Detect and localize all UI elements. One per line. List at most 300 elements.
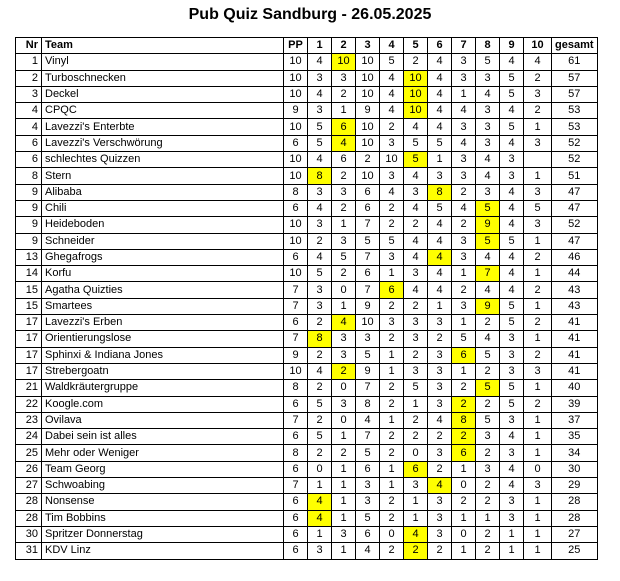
round-3-cell: 3: [356, 478, 380, 494]
round-6-cell: 4: [428, 266, 452, 282]
team-cell: Strebergoatn: [42, 363, 284, 379]
rank-cell: 9: [16, 233, 42, 249]
round-8-cell: 9: [476, 298, 500, 314]
round-8-cell: 3: [476, 184, 500, 200]
round-4-cell: 6: [380, 282, 404, 298]
round-2-cell: 3: [332, 184, 356, 200]
round-2-cell: 4: [332, 315, 356, 331]
round-10-cell: 1: [524, 168, 552, 184]
round-8-cell: 5: [476, 200, 500, 216]
round-2-cell: 1: [332, 461, 356, 477]
round-4-cell: 3: [380, 315, 404, 331]
total-cell: 44: [552, 266, 598, 282]
round-2-cell: 0: [332, 282, 356, 298]
pp-cell: 6: [284, 429, 308, 445]
team-cell: Mehr oder Weniger: [42, 445, 284, 461]
round-9-cell: 5: [500, 315, 524, 331]
round-2-cell: 5: [332, 249, 356, 265]
round-1-cell: 4: [308, 86, 332, 102]
round-8-cell: 2: [476, 494, 500, 510]
round-1-cell: 2: [308, 347, 332, 363]
round-5-cell: 4: [404, 526, 428, 542]
round-7-cell: 6: [452, 445, 476, 461]
round-2-cell: 0: [332, 412, 356, 428]
round-5-cell: 4: [404, 200, 428, 216]
round-6-cell: 4: [428, 103, 452, 119]
pp-cell: 10: [284, 217, 308, 233]
header-round-10: 10: [524, 38, 552, 54]
round-6-cell: 3: [428, 510, 452, 526]
header-round-5: 5: [404, 38, 428, 54]
rank-cell: 17: [16, 315, 42, 331]
round-5-cell: 3: [404, 315, 428, 331]
round-5-cell: 10: [404, 86, 428, 102]
round-7-cell: 1: [452, 315, 476, 331]
pp-cell: 9: [284, 347, 308, 363]
pp-cell: 7: [284, 298, 308, 314]
header-total: gesamt: [552, 38, 598, 54]
round-5-cell: 3: [404, 184, 428, 200]
results-table: [15, 37, 598, 560]
round-8-cell: 3: [476, 70, 500, 86]
round-3-cell: 10: [356, 168, 380, 184]
total-cell: 47: [552, 200, 598, 216]
round-1-cell: 2: [308, 233, 332, 249]
table-row: [16, 233, 598, 249]
round-9-cell: 3: [500, 363, 524, 379]
round-4-cell: 10: [380, 152, 404, 168]
round-3-cell: 6: [356, 461, 380, 477]
team-cell: Dabei sein ist alles: [42, 429, 284, 445]
round-6-cell: 4: [428, 119, 452, 135]
round-3-cell: 6: [356, 266, 380, 282]
rank-cell: 2: [16, 70, 42, 86]
round-1-cell: 1: [308, 526, 332, 542]
total-cell: 46: [552, 249, 598, 265]
round-3-cell: 10: [356, 86, 380, 102]
header-round-9: 9: [500, 38, 524, 54]
round-10-cell: 3: [524, 478, 552, 494]
round-8-cell: 4: [476, 168, 500, 184]
rank-cell: 28: [16, 494, 42, 510]
round-5-cell: 2: [404, 347, 428, 363]
round-8-cell: 1: [476, 510, 500, 526]
round-9-cell: 3: [500, 331, 524, 347]
round-6-cell: 4: [428, 233, 452, 249]
pp-cell: 10: [284, 54, 308, 70]
pp-cell: 6: [284, 526, 308, 542]
round-9-cell: 5: [500, 396, 524, 412]
table-row: [16, 217, 598, 233]
total-cell: 53: [552, 103, 598, 119]
round-7-cell: 2: [452, 217, 476, 233]
round-1-cell: 2: [308, 412, 332, 428]
round-6-cell: 2: [428, 331, 452, 347]
team-cell: Spritzer Donnerstag: [42, 526, 284, 542]
total-cell: 27: [552, 526, 598, 542]
round-4-cell: 3: [380, 135, 404, 151]
round-4-cell: 4: [380, 86, 404, 102]
team-cell: Lavezzi's Enterbte: [42, 119, 284, 135]
round-5-cell: 5: [404, 152, 428, 168]
pp-cell: 7: [284, 478, 308, 494]
round-6-cell: 2: [428, 429, 452, 445]
table-row: [16, 152, 598, 168]
round-9-cell: 3: [500, 347, 524, 363]
round-4-cell: 3: [380, 249, 404, 265]
round-9-cell: 4: [500, 135, 524, 151]
total-cell: 41: [552, 315, 598, 331]
table-row: [16, 86, 598, 102]
round-3-cell: 6: [356, 526, 380, 542]
header-round-1: 1: [308, 38, 332, 54]
table-row: [16, 249, 598, 265]
round-2-cell: 1: [332, 478, 356, 494]
total-cell: 28: [552, 510, 598, 526]
round-7-cell: 2: [452, 494, 476, 510]
round-1-cell: 5: [308, 396, 332, 412]
round-7-cell: 2: [452, 282, 476, 298]
round-2-cell: 1: [332, 494, 356, 510]
round-3-cell: 3: [356, 494, 380, 510]
round-4-cell: 1: [380, 266, 404, 282]
team-cell: Team Georg: [42, 461, 284, 477]
round-2-cell: 3: [332, 331, 356, 347]
rank-cell: 13: [16, 249, 42, 265]
total-cell: 41: [552, 331, 598, 347]
rank-cell: 15: [16, 282, 42, 298]
round-4-cell: 4: [380, 70, 404, 86]
round-4-cell: 5: [380, 54, 404, 70]
round-6-cell: 3: [428, 494, 452, 510]
round-9-cell: 4: [500, 282, 524, 298]
total-cell: 28: [552, 494, 598, 510]
round-9-cell: 3: [500, 445, 524, 461]
round-2-cell: 1: [332, 510, 356, 526]
round-3-cell: 7: [356, 282, 380, 298]
round-9-cell: 4: [500, 54, 524, 70]
round-6-cell: 3: [428, 380, 452, 396]
pp-cell: 6: [284, 543, 308, 559]
round-1-cell: 3: [308, 282, 332, 298]
round-2-cell: 1: [332, 217, 356, 233]
round-5-cell: 3: [404, 363, 428, 379]
total-cell: 41: [552, 363, 598, 379]
round-7-cell: 3: [452, 152, 476, 168]
table-row: [16, 412, 598, 428]
round-9-cell: 4: [500, 461, 524, 477]
round-3-cell: 5: [356, 233, 380, 249]
header-round-6: 6: [428, 38, 452, 54]
round-8-cell: 5: [476, 347, 500, 363]
round-3-cell: 9: [356, 363, 380, 379]
round-7-cell: 3: [452, 54, 476, 70]
round-6-cell: 5: [428, 200, 452, 216]
round-8-cell: 2: [476, 445, 500, 461]
team-cell: schlechtes Quizzen: [42, 152, 284, 168]
table-row: [16, 526, 598, 542]
round-5-cell: 2: [404, 217, 428, 233]
team-cell: CPQC: [42, 103, 284, 119]
round-6-cell: 4: [428, 70, 452, 86]
round-2-cell: 3: [332, 347, 356, 363]
team-cell: Turboschnecken: [42, 70, 284, 86]
pp-cell: 6: [284, 135, 308, 151]
round-4-cell: 2: [380, 543, 404, 559]
round-6-cell: 2: [428, 543, 452, 559]
round-7-cell: 3: [452, 119, 476, 135]
round-9-cell: 3: [500, 494, 524, 510]
round-10-cell: 2: [524, 70, 552, 86]
table-row: [16, 135, 598, 151]
round-7-cell: 3: [452, 298, 476, 314]
round-8-cell: 3: [476, 103, 500, 119]
table-row: [16, 119, 598, 135]
table-row: [16, 363, 598, 379]
round-7-cell: 1: [452, 266, 476, 282]
round-7-cell: 0: [452, 526, 476, 542]
round-1-cell: 5: [308, 119, 332, 135]
round-5-cell: 2: [404, 412, 428, 428]
table-row: [16, 331, 598, 347]
pp-cell: 6: [284, 315, 308, 331]
round-10-cell: 1: [524, 266, 552, 282]
round-4-cell: 2: [380, 510, 404, 526]
pp-cell: 7: [284, 282, 308, 298]
round-4-cell: 2: [380, 494, 404, 510]
round-5-cell: 4: [404, 249, 428, 265]
round-3-cell: 10: [356, 315, 380, 331]
round-6-cell: 4: [428, 54, 452, 70]
team-cell: Vinyl: [42, 54, 284, 70]
table-row: [16, 184, 598, 200]
round-3-cell: 2: [356, 152, 380, 168]
total-cell: 47: [552, 184, 598, 200]
pp-cell: 10: [284, 266, 308, 282]
round-10-cell: 2: [524, 315, 552, 331]
round-9-cell: 5: [500, 70, 524, 86]
round-7-cell: 4: [452, 135, 476, 151]
table-row: [16, 103, 598, 119]
total-cell: 37: [552, 412, 598, 428]
total-cell: 34: [552, 445, 598, 461]
table-row: [16, 543, 598, 559]
round-9-cell: 4: [500, 249, 524, 265]
round-8-cell: 3: [476, 461, 500, 477]
round-8-cell: 4: [476, 152, 500, 168]
round-4-cell: 2: [380, 331, 404, 347]
round-2-cell: 3: [332, 396, 356, 412]
team-cell: Orientierungslose: [42, 331, 284, 347]
round-6-cell: 4: [428, 282, 452, 298]
round-2-cell: 3: [332, 233, 356, 249]
round-4-cell: 2: [380, 119, 404, 135]
round-6-cell: 5: [428, 135, 452, 151]
round-8-cell: 3: [476, 119, 500, 135]
round-9-cell: 5: [500, 298, 524, 314]
round-1-cell: 4: [308, 200, 332, 216]
pp-cell: 6: [284, 494, 308, 510]
team-cell: Nonsense: [42, 494, 284, 510]
table-row: [16, 70, 598, 86]
team-cell: Alibaba: [42, 184, 284, 200]
round-3-cell: 7: [356, 249, 380, 265]
round-9-cell: 4: [500, 429, 524, 445]
pp-cell: 10: [284, 363, 308, 379]
round-8-cell: 2: [476, 396, 500, 412]
rank-cell: 4: [16, 119, 42, 135]
round-6-cell: 2: [428, 461, 452, 477]
round-5-cell: 4: [404, 168, 428, 184]
round-5-cell: 1: [404, 396, 428, 412]
team-cell: Agatha Quizties: [42, 282, 284, 298]
round-10-cell: 2: [524, 396, 552, 412]
pp-cell: 6: [284, 510, 308, 526]
rank-cell: 9: [16, 200, 42, 216]
round-7-cell: 4: [452, 200, 476, 216]
round-6-cell: 3: [428, 363, 452, 379]
rank-cell: 17: [16, 363, 42, 379]
round-9-cell: 3: [500, 152, 524, 168]
round-5-cell: 1: [404, 494, 428, 510]
round-9-cell: 3: [500, 412, 524, 428]
round-9-cell: 5: [500, 119, 524, 135]
round-10-cell: 3: [524, 363, 552, 379]
round-1-cell: 4: [308, 510, 332, 526]
round-10-cell: 1: [524, 298, 552, 314]
rank-cell: 26: [16, 461, 42, 477]
round-3-cell: 5: [356, 445, 380, 461]
round-7-cell: 1: [452, 461, 476, 477]
round-9-cell: 3: [500, 168, 524, 184]
table-row: [16, 347, 598, 363]
round-2-cell: 0: [332, 380, 356, 396]
round-10-cell: 3: [524, 86, 552, 102]
round-10-cell: [524, 152, 552, 168]
pp-cell: 10: [284, 152, 308, 168]
rank-cell: 31: [16, 543, 42, 559]
round-5-cell: 3: [404, 478, 428, 494]
team-cell: KDV Linz: [42, 543, 284, 559]
round-3-cell: 5: [356, 510, 380, 526]
round-4-cell: 1: [380, 478, 404, 494]
round-6-cell: 3: [428, 347, 452, 363]
rank-cell: 15: [16, 298, 42, 314]
round-8-cell: 4: [476, 249, 500, 265]
team-cell: Ghegafrogs: [42, 249, 284, 265]
round-6-cell: 4: [428, 249, 452, 265]
round-1-cell: 8: [308, 168, 332, 184]
round-2-cell: 1: [332, 429, 356, 445]
round-8-cell: 7: [476, 266, 500, 282]
table-row: [16, 461, 598, 477]
round-8-cell: 2: [476, 526, 500, 542]
pp-cell: 7: [284, 412, 308, 428]
round-3-cell: 7: [356, 380, 380, 396]
round-4-cell: 2: [380, 200, 404, 216]
round-7-cell: 4: [452, 103, 476, 119]
rank-cell: 8: [16, 168, 42, 184]
round-5-cell: 5: [404, 135, 428, 151]
header-nr: Nr: [16, 38, 42, 54]
table-row: [16, 429, 598, 445]
pp-cell: 6: [284, 396, 308, 412]
round-6-cell: 3: [428, 445, 452, 461]
table-row: [16, 445, 598, 461]
round-9-cell: 1: [500, 526, 524, 542]
pp-cell: 8: [284, 184, 308, 200]
round-10-cell: 1: [524, 119, 552, 135]
round-9-cell: 4: [500, 478, 524, 494]
round-2-cell: 2: [332, 445, 356, 461]
round-1-cell: 1: [308, 478, 332, 494]
round-2-cell: 1: [332, 103, 356, 119]
header-round-4: 4: [380, 38, 404, 54]
table-row: [16, 298, 598, 314]
round-3-cell: 10: [356, 70, 380, 86]
table-row: [16, 168, 598, 184]
round-10-cell: 3: [524, 135, 552, 151]
round-3-cell: 8: [356, 396, 380, 412]
team-cell: Chili: [42, 200, 284, 216]
rank-cell: 9: [16, 184, 42, 200]
round-9-cell: 4: [500, 184, 524, 200]
table-row: [16, 315, 598, 331]
round-3-cell: 10: [356, 119, 380, 135]
team-cell: Koogle.com: [42, 396, 284, 412]
round-10-cell: 3: [524, 184, 552, 200]
round-6-cell: 3: [428, 168, 452, 184]
rank-cell: 22: [16, 396, 42, 412]
round-3-cell: 7: [356, 429, 380, 445]
rank-cell: 9: [16, 217, 42, 233]
round-8-cell: 4: [476, 282, 500, 298]
total-cell: 47: [552, 233, 598, 249]
round-9-cell: 4: [500, 103, 524, 119]
total-cell: 43: [552, 282, 598, 298]
round-1-cell: 4: [308, 363, 332, 379]
table-row: [16, 380, 598, 396]
rank-cell: 14: [16, 266, 42, 282]
round-4-cell: 2: [380, 217, 404, 233]
round-5-cell: 2: [404, 543, 428, 559]
results-body: [16, 54, 598, 559]
round-9-cell: 5: [500, 233, 524, 249]
round-1-cell: 4: [308, 494, 332, 510]
round-9-cell: 1: [500, 543, 524, 559]
round-6-cell: 1: [428, 152, 452, 168]
table-row: [16, 396, 598, 412]
round-4-cell: 2: [380, 298, 404, 314]
round-8-cell: 5: [476, 233, 500, 249]
round-3-cell: 7: [356, 217, 380, 233]
rank-cell: 6: [16, 152, 42, 168]
round-10-cell: 1: [524, 331, 552, 347]
round-2-cell: 3: [332, 526, 356, 542]
round-10-cell: 1: [524, 494, 552, 510]
round-7-cell: 0: [452, 478, 476, 494]
round-7-cell: 5: [452, 331, 476, 347]
rank-cell: 28: [16, 510, 42, 526]
round-8-cell: 2: [476, 315, 500, 331]
round-1-cell: 3: [308, 103, 332, 119]
team-cell: Lavezzi's Verschwörung: [42, 135, 284, 151]
round-3-cell: 10: [356, 54, 380, 70]
rank-cell: 1: [16, 54, 42, 70]
header-round-3: 3: [356, 38, 380, 54]
pp-cell: 10: [284, 86, 308, 102]
pp-cell: 10: [284, 119, 308, 135]
